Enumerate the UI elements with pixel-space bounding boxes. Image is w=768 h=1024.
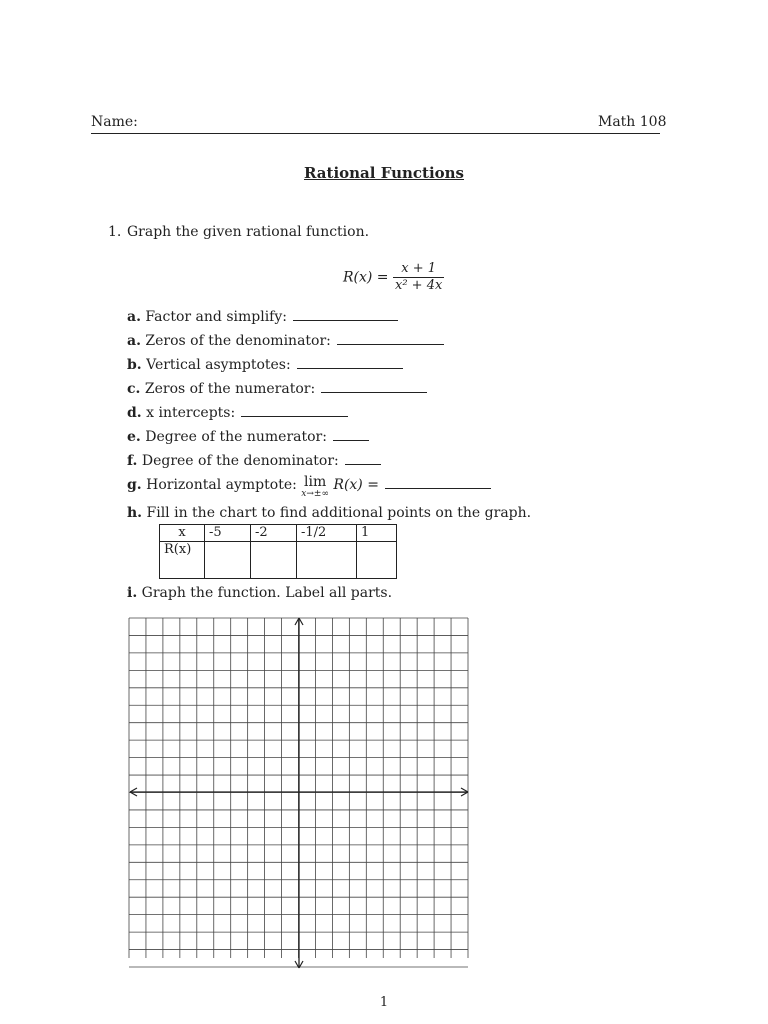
course-label: Math 108 — [598, 114, 667, 130]
item-letter: e. — [127, 429, 141, 445]
table-cell-rx[interactable] — [297, 542, 357, 579]
item-factor-simplify — [127, 308, 398, 325]
answer-blank[interactable] — [333, 428, 369, 441]
equation-lhs: R(x) = — [343, 269, 389, 286]
page-title: Rational Functions — [303, 164, 465, 182]
answer-blank[interactable] — [337, 332, 444, 345]
limit-word: lim — [304, 474, 327, 490]
item-letter: a. — [127, 333, 141, 349]
item-text: Factor and simplify: — [145, 309, 287, 325]
answer-blank[interactable] — [241, 404, 348, 417]
table-cell-x: -1/2 — [297, 525, 357, 542]
header-divider — [91, 133, 660, 134]
answer-blank[interactable] — [293, 308, 398, 321]
equation-denominator: x² + 4x — [395, 278, 443, 293]
item-text: Vertical asymptotes: — [146, 357, 291, 373]
item-degree-denominator — [127, 452, 381, 469]
item-x-intercepts — [127, 404, 348, 421]
item-letter: f. — [127, 453, 138, 469]
item-graph-function — [127, 585, 392, 601]
item-letter: c. — [127, 381, 141, 397]
problem-prompt: Graph the given rational function. — [127, 224, 370, 240]
item-text: Graph the function. Label all parts. — [141, 585, 393, 601]
item-letter: d. — [127, 405, 142, 421]
table-header-x: x — [160, 525, 205, 542]
table-row-x — [160, 525, 397, 542]
item-vertical-asymptotes — [127, 356, 403, 373]
table-header-rx: R(x) — [160, 542, 205, 579]
table-cell-x: -2 — [251, 525, 297, 542]
limit-expression: R(x) = — [333, 477, 379, 493]
answer-blank[interactable] — [385, 476, 491, 489]
limit-subscript: x→±∞ — [301, 489, 329, 499]
answer-blank[interactable] — [321, 380, 427, 393]
table-cell-rx[interactable] — [205, 542, 251, 579]
name-label: Name: — [91, 114, 138, 130]
item-text: x intercepts: — [146, 405, 236, 421]
item-letter: g. — [127, 477, 142, 493]
problem-number: 1. — [108, 224, 122, 240]
item-letter: h. — [127, 505, 143, 521]
item-horizontal-asymptote — [127, 476, 491, 500]
table-cell-rx[interactable] — [357, 542, 397, 579]
item-letter: i. — [127, 585, 138, 601]
item-text: Degree of the denominator: — [141, 453, 339, 469]
item-text: Degree of the numerator: — [145, 429, 327, 445]
item-text: Horizontal aymptote: — [146, 477, 297, 493]
table-cell-rx[interactable] — [251, 542, 297, 579]
page-number: 1 — [379, 995, 389, 1010]
equation-numerator: x + 1 — [393, 261, 444, 278]
item-letter: a. — [127, 309, 141, 325]
coordinate-grid[interactable] — [120, 612, 480, 974]
answer-blank[interactable] — [297, 356, 403, 369]
limit-notation — [301, 476, 329, 500]
points-table — [159, 524, 397, 579]
item-zeros-numerator — [127, 380, 427, 397]
rational-equation — [343, 261, 444, 301]
item-zeros-denominator — [127, 332, 444, 349]
answer-blank[interactable] — [345, 452, 381, 465]
item-text: Fill in the chart to find additional points on the graph. — [146, 505, 532, 521]
table-cell-x: 1 — [357, 525, 397, 542]
table-row-rx — [160, 542, 397, 579]
item-fill-chart — [127, 505, 531, 521]
item-degree-numerator — [127, 428, 369, 445]
equation-fraction — [393, 261, 444, 294]
item-text: Zeros of the denominator: — [145, 333, 331, 349]
table-cell-x: -5 — [205, 525, 251, 542]
item-text: Zeros of the numerator: — [144, 381, 316, 397]
item-letter: b. — [127, 357, 142, 373]
